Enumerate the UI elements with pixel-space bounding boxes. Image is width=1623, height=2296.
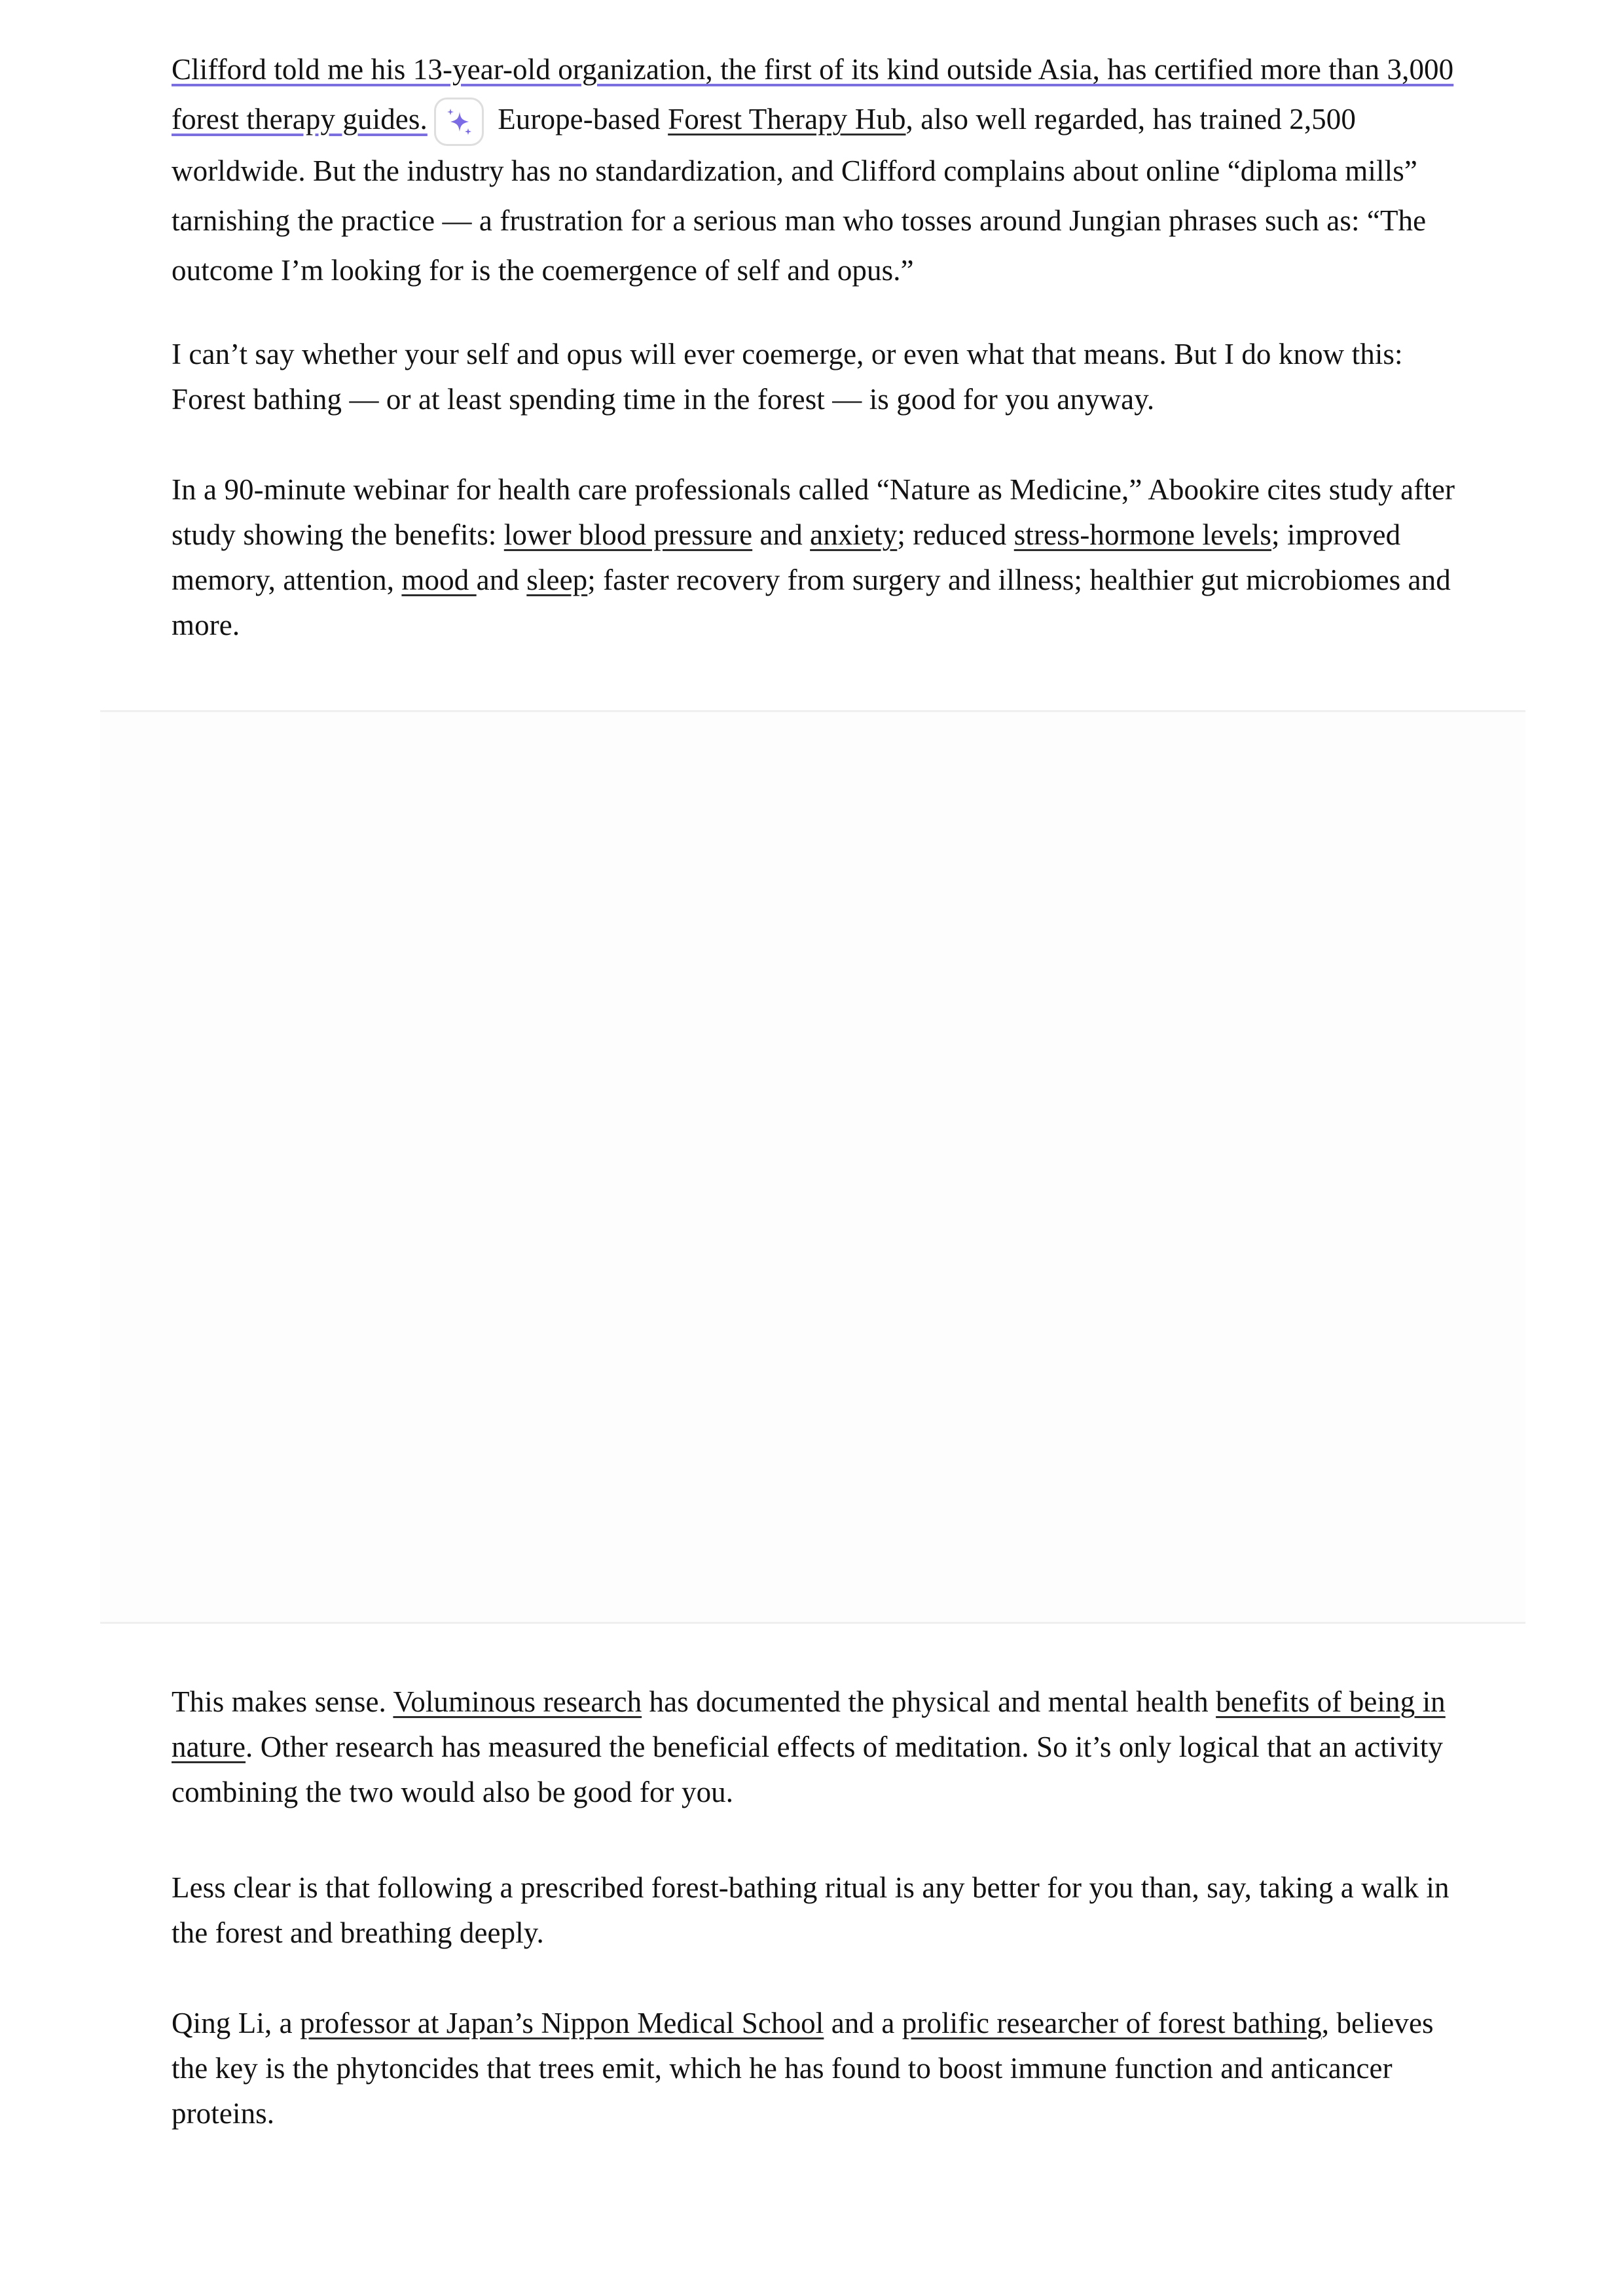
paragraph-this-makes-sense (172, 1679, 1474, 1815)
ad-slot-empty (100, 712, 1525, 1622)
link-sleep[interactable]: sleep (526, 564, 588, 596)
paragraph-forest-therapy-guides (172, 45, 1474, 295)
paragraph-less-clear (172, 1865, 1474, 1956)
paragraph-text: and a (824, 2007, 902, 2039)
paragraph-text: In a 90-minute webinar for health care professionals called “Nature as Medicine,” Abookire cites study after study showing the benefits: (172, 473, 1455, 551)
link-stress-hormone-levels[interactable]: stress-hormone levels (1013, 518, 1271, 551)
link-forest-therapy-hub[interactable]: Forest Therapy Hub (668, 103, 906, 135)
paragraph-text: , believes the key is the phytoncides that trees emit, which he has found to boost immune function and anticancer proteins. (172, 2007, 1434, 2130)
link-voluminous-research[interactable]: Voluminous research (393, 1685, 642, 1718)
paragraph-text: This makes sense. (172, 1685, 393, 1718)
sparkle-icon (443, 105, 475, 138)
link-benefits-of-being-in-nature[interactable]: benefits of being in nature (172, 1685, 1446, 1763)
paragraph-text: . Other research has measured the beneficial effects of meditation. So it’s only logical that an activity combining the two would also be good for you. (172, 1731, 1444, 1808)
paragraph-text: ; faster recovery from surgery and illness; healthier gut microbiomes and more. (172, 564, 1451, 641)
paragraph-text: Qing Li, a (172, 2007, 301, 2039)
paragraph-forest-bathing-good (172, 332, 1474, 422)
link-lower-blood-pressure[interactable]: lower blood pressure (503, 518, 753, 551)
highlighted-quote-link[interactable]: Clifford told me his 13-year-old organization, the first of its kind outside Asia, has certified more than 3,000 forest therapy guides. (172, 53, 1454, 135)
paragraph-text: and (476, 564, 527, 596)
paragraph-nature-as-medicine (172, 467, 1474, 648)
paragraph-text: Europe-based (490, 103, 668, 135)
ai-sparkle-button[interactable] (434, 98, 484, 146)
paragraph-text: , also well regarded, has trained 2,500 worldwide. But the industry has no standardization, and Clifford complains about online “diploma mills” tarnishing the practice — a frustration for a serious man who tosses around Jungian phrases such as: “The outcome I’m looking for is the coemergence of self and opus.” (172, 103, 1427, 287)
link-anxiety[interactable]: anxiety (810, 518, 898, 551)
paragraph-text: ; improved memory, attention, (172, 518, 1401, 596)
link-prolific-researcher[interactable]: prolific researcher of forest bathing (902, 2007, 1322, 2039)
ad-divider-bottom (100, 1622, 1525, 1624)
paragraph-text: and (752, 518, 811, 551)
paragraph-text: ; reduced (897, 518, 1014, 551)
link-mood[interactable]: mood (401, 564, 477, 596)
link-professor-nippon-medical-school[interactable]: professor at Japan’s Nippon Medical School (300, 2007, 824, 2039)
paragraph-qing-li (172, 2001, 1474, 2136)
paragraph-text: has documented the physical and mental health (642, 1685, 1216, 1718)
paragraph-text: I can’t say whether your self and opus will ever coemerge, or even what that means. But I do know this: Forest bathing — or at least spending time in the forest — is good for you anyway. (172, 338, 1403, 416)
paragraph-text: Less clear is that following a prescribed forest-bathing ritual is any better for you than, say, taking a walk in the forest and breathing deeply. (172, 1871, 1450, 1949)
